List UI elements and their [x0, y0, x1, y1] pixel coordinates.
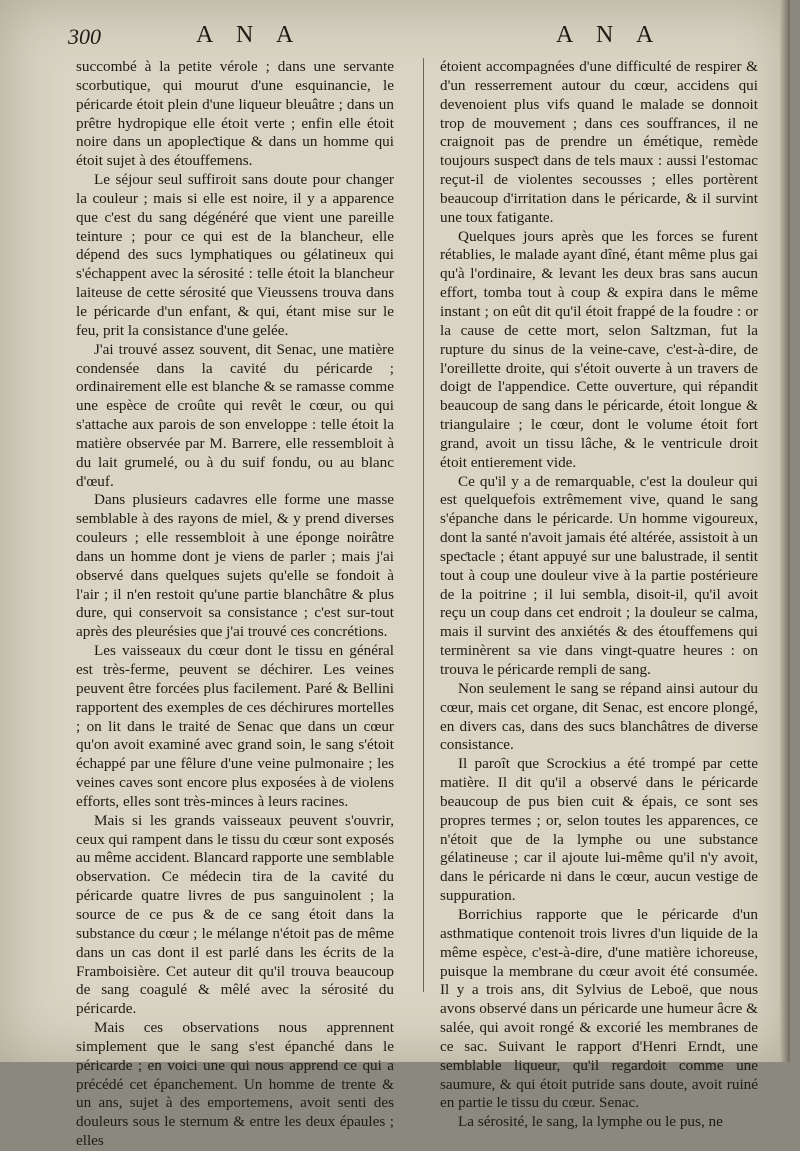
paragraph: étoient accompagnées d'une difficulté de respirer & d'un resserrement autour du cœur, accidens qui devenoient plus vifs quand le malade se donnoit trop de mouvement ; dans ces souffrances, il ne craignoit pas de prendre un émétique, remède toujours suspeƈt dans de tels maux : aussi l'estomac reçut-il de violentes secousses ; elles portèrent beaucoup d'irritation dans le péricarde, & il survint une toux fatigante.: [440, 58, 758, 226]
paragraph: Mais ces observations nous apprennent simplement que le sang s'est épanché dans le péricarde ; en voici une qui nous apprend ce qui a précédé cet épanchement. Un homme de trente & un ans, sujet à des emportemens, avoit senti des douleurs sous le sternum & entre les deux épaules ; elles: [76, 1019, 394, 1150]
left-column: [76, 58, 394, 1151]
paragraph: Mais si les grands vaisseaux peuvent s'ouvrir, ceux qui rampent dans le tissu du cœur sont exposés au même accident. Blancard rapporte une semblable observation. Ce médecin tira de la cavité du péricarde quatre livres de pus sanguinolent ; la source de ce pus & de ce sang étoit dans la substance du cœur ; le mélange n'étoit pas de même dans un cas dont il est parlé dans les écrits de la Framboisière. Cet auteur dit qu'il trouva beaucoup de sang coagulé & mêlé avec la sérosité du péricarde.: [76, 811, 394, 1018]
running-head-right: A N A: [556, 22, 663, 48]
right-column: [440, 58, 758, 1132]
paragraph: Quelques jours après que les forces se furent rétablies, le malade ayant dîné, étant même plus gai qu'à l'ordinaire, & levant les deux bras sans aucun effort, tomba tout à coup & expira dans le même instant ; on eût dit qu'il étoit frappé de la foudre : or la cause de cette mort, selon Saltzman, fut la rupture du sinus de la veine-cave, c'est-à-dire, de l'oreillette droite, qui s'étoit ouverte à un travers de doigt de l'appendice. Cette ouverture, qui répandit beaucoup de sang dans le péricarde, étoit longue & triangulaire ; le cœur, dont le volume étoit fort grand, avoit un tissu lâche, & le ventricule droit étoit entierement vide.: [440, 227, 758, 471]
paragraph: Ce qu'il y a de remarquable, c'est la douleur qui est quelquefois extrêmement vive, quand le sang s'épanche dans le péricarde. Un homme vigoureux, dont la santé n'avoit jamais été altérée, assistoit à un speƈtacle ; étant appuyé sur une balustrade, il sentit tout à coup une douleur vive à la partie postérieure de la poitrine ; il lui sembla, disoit-il, qu'il avoit reçu un coup dans cet endroit ; la douleur se calma, mais il survint des anxiétés & des étouffemens qui terminèrent sa vie dans vingt-quatre heures : on trouva le péricarde rempli de sang.: [440, 472, 758, 678]
page-header: [0, 18, 790, 52]
page-number: 300: [68, 24, 101, 49]
paragraph: Les vaisseaux du cœur dont le tissu en général est très-ferme, peuvent se déchirer. Les veines peuvent être forcées plus facilement. Paré & Bellini rapportent des exemples de ces déchirures mortelles ; on lit dans le traité de Senac que dans un cœur qu'on avoit examiné avec grand soin, le sang s'étoit échappé par une fêlure d'une veine pulmonaire ; les veines caves sont encore plus exposées à de violens efforts, elles sont très-minces à leurs racines.: [76, 642, 394, 810]
paragraph: succombé à la petite vérole ; dans une servante scorbutique, qui mourut d'une esquinancie, le péricarde étoit plein d'une liqueur bleuâtre ; dans un prêtre hydropique elle étoit verte ; enfin elle étoit noire dans un apopleƈtique & dans un homme qui étoit sujet à des étouffemens.: [76, 58, 394, 170]
paragraph: J'ai trouvé assez souvent, dit Senac, une matière condensée dans la cavité du péricarde ; ordinairement elle est blanche & se ramasse comme une espèce de croûte qui revêt le cœur, ou qui s'attache aux parois de son enveloppe : telle étoit la matière observée par M. Barrere, elle ressembloit à du lait grumelé, ou à du suif fondu, ou au blanc d'œuf.: [76, 340, 394, 490]
paragraph: Le séjour seul suffiroit sans doute pour changer la couleur ; mais si elle est noire, il y a apparence que c'est du sang dégénéré que vient une pareille teinture ; pour ce qui est de la blancheur, elle dépend des sucs lymphatiques ou gélatineux qui s'échappent avec la sérosité : telle étoit la blancheur laiteuse de cette sérosité que Vieussens trouva dans le péricarde d'un enfant, & qui, étant mise sur le feu, prit la consistance d'une gelée.: [76, 171, 394, 339]
paragraph: Borrichius rapporte que le péricarde d'un asthmatique contenoit trois livres d'un liquide de la même espèce, c'est-à-dire, d'une matière ichoreuse, puisque la membrane du cœur avoit été consumée. Il y a trois ans, dit Sylvius de Leboë, que nous avons observé dans un péricarde une humeur âcre & salée, qui avoit rongé & excorié les membranes de ce sac. Suivant le rapport d'Henri Erndt, une semblable liqueur, qu'il regardoit comme une saumure, & qui étoit putride sans doute, avoit ruiné en partie le tissu du cœur. Senac.: [440, 905, 758, 1112]
paragraph: Il paroît que Scrockius a été trompé par cette matière. Il dit qu'il a observé dans le péricarde beaucoup de pus bien cuit & épais, ce sont ses propres termes ; or, selon toutes les apparences, ce n'étoit que de la lymphe ou une substance gélatineuse ; car il ajoute lui-même qu'il n'y avoit, dans le péricarde ni dans le cœur, aucun vestige de suppuration.: [440, 755, 758, 905]
column-divider: [423, 58, 424, 992]
paragraph: Non seulement le sang se répand ainsi autour du cœur, mais cet organe, dit Senac, est encore plongé, en divers cas, dans des sucs blanchâtres de diverse consistance.: [440, 679, 758, 754]
paragraph: La sérosité, le sang, la lymphe ou le pus, ne: [458, 1113, 723, 1131]
paragraph: Dans plusieurs cadavres elle forme une masse semblable à des rayons de miel, & y prend diverses couleurs ; elle ressembloit à une éponge noirâtre dans un homme dont je viens de parler ; mais j'ai observé dans quelques sujets qu'elle se fondoit à l'air ; il n'en restoit qu'une partie blanchâtre & plus dure, qui conservoit sa consistance ; c'est sur-tout après des pleurésies que j'ai trouvé ces concrétions.: [76, 491, 394, 641]
page-edge-shadow: [780, 0, 790, 1062]
running-head-left: A N A: [196, 22, 303, 48]
